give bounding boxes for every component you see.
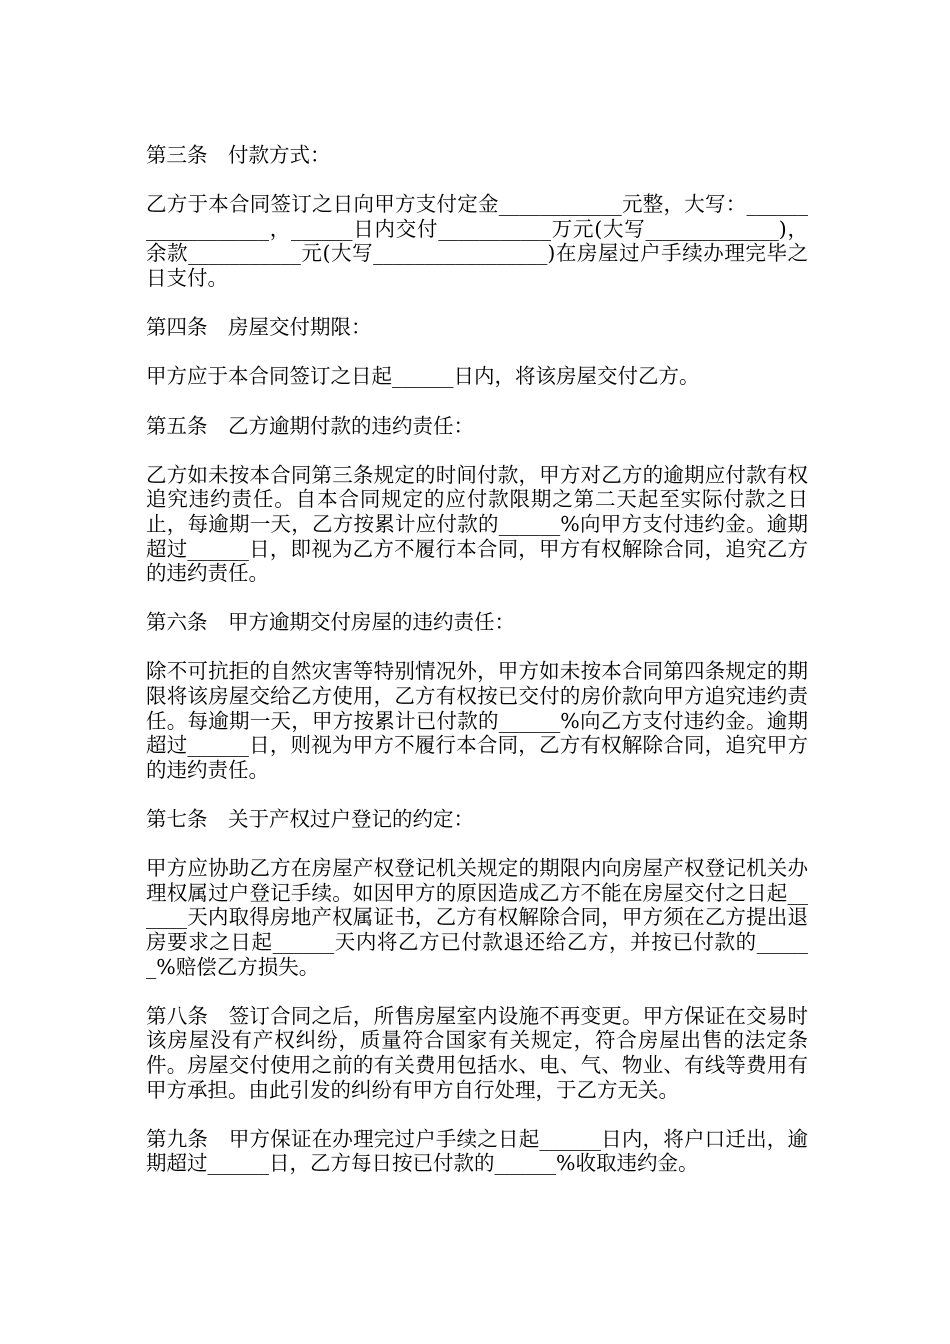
article-3-heading: 第三条 付款方式： (146, 143, 331, 167)
article-4-heading: 第四条 房屋交付期限： (146, 315, 372, 340)
article-3-body: 乙方于本合同签订之日向甲方支付定金____________元整，大写：__________________，______日内交付___________万元(大写_____________)，余款___________元(大写_________________)在房屋过户手续办理完毕之日支付。 (146, 192, 808, 290)
article-7-body: 甲方应协助乙方在房屋产权登记机关规定的期限内向房屋产权登记机关办理权属过户登记手续。如因甲方的原因造成乙方不能在房屋交付之日起______天内取得房地产权属证书，乙方有权解除合同，甲方须在乙方提出退房要求之日起______天内将乙方已付款退还给乙方，并按已付款的______%赔偿乙方损失。 (146, 856, 808, 979)
article-5-body: 乙方如未按本合同第三条规定的时间付款，甲方对乙方的逾期应付款有权追究违约责任。自本合同规定的应付款限期之第二天起至实际付款之日止，每逾期一天，乙方按累计应付款的______%向甲方支付违约金。逾期超过______日，即视为乙方不履行本合同，甲方有权解除合同，追究乙方的违约责任。 (146, 462, 808, 586)
article-9-body: 第九条 甲方保证在办理完过户手续之日起______日内，将户口迁出，逾期超过______日，乙方每日按已付款的______%收取违约金。 (146, 1126, 808, 1176)
article-4-body: 甲方应于本合同签订之日起______日内，将该房屋交付乙方。 (146, 364, 700, 389)
article-8-body: 第八条 签订合同之后，所售房屋室内设施不再变更。甲方保证在交易时该房屋没有产权纠纷，质量符合国家有关规定，符合房屋出售的法定条件。房屋交付使用之前的有关费用包括水、电、气、物业、有线等费用有甲方承担。由此引发的纠纷有甲方自行处理，于乙方无关。 (146, 1003, 808, 1102)
article-6-heading: 第六条 甲方逾期交付房屋的违约责任： (146, 610, 515, 635)
article-5-heading: 第五条 乙方逾期付款的违约责任： (146, 413, 474, 438)
contract-page (146, 143, 808, 1201)
article-6-body: 除不可抗拒的自然灾害等特别情况外，甲方如未按本合同第四条规定的期限将该房屋交给乙方使用，乙方有权按已交付的房价款向甲方追究违约责任。每逾期一天，甲方按累计已付款的______%向乙方支付违约金。逾期超过______日，则视为甲方不履行本合同，乙方有权解除合同，追究甲方的违约责任。 (146, 659, 808, 782)
article-7-heading: 第七条 关于产权过户登记的约定： (146, 807, 474, 832)
